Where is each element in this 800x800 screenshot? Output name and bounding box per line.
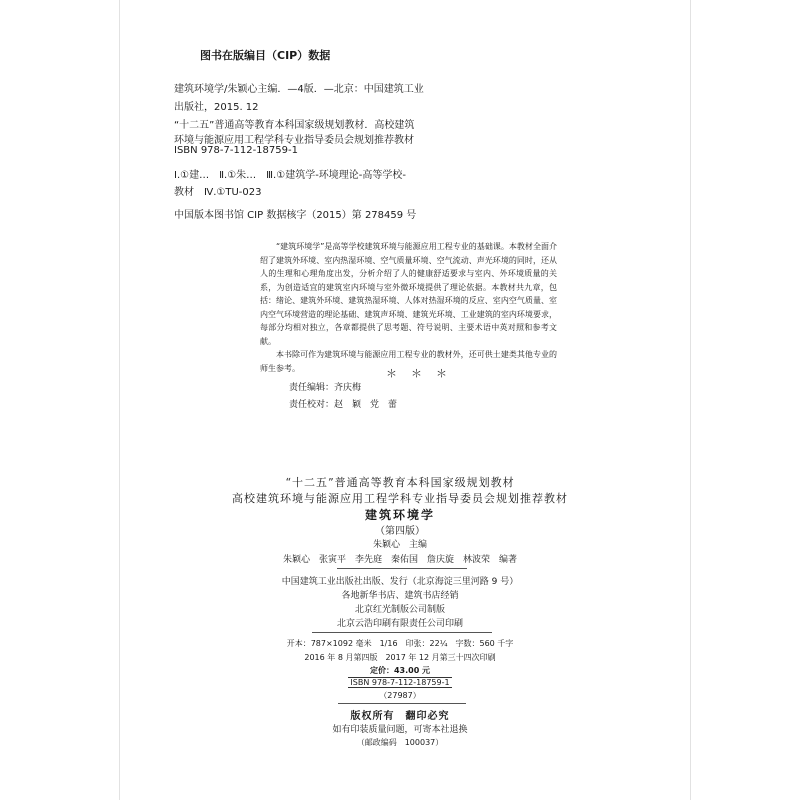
cip-heading: 图书在版编目（CIP）数据 [200, 49, 331, 62]
cip-classification-cont: 教材 Ⅳ.①TU-023 [174, 187, 262, 198]
postcode: （邮政编码 100037） [356, 738, 444, 747]
typesetter: 北京红光制版公司制版 [354, 605, 445, 615]
cip-line: “十二五”普通高等教育本科国家级规划教材．高校建筑 [174, 120, 415, 131]
cip-line: 建筑环境学/朱颖心主编．—4版．—北京：中国建筑工业 [174, 84, 424, 95]
series-title-2: 高校建筑环境与能源应用工程学科专业指导委员会规划推荐教材 [232, 492, 568, 505]
distributor: 各地新华书店、建筑书店经销 [341, 591, 459, 601]
divider-rule [338, 703, 466, 704]
copyright-notice: 版权所有 翻印必究 [350, 711, 450, 722]
summary-paragraph: “建筑环境学”是高等学校建筑环境与能源应用工程专业的基础课。本教材全面介绍了建筑外环境、室内热湿环境、空气质量环境、空气流动、声光环境的同时，还从人的生理和心理角度出发，分析介绍了人的健康舒适要求与室内、外环境质量的关系，为创造适宜的建筑室内环境与室外微环境提供了理论依据。本教材共九章，包括：绪论、建筑外环境、建筑热湿环境、人体对热湿环境的反应、室内空气质量、室内空气环境营造的理论基础、建筑声环境、建筑光环境、工业建筑的室内环境要求，每部分均相对独立，各章都提供了思考题、符号说明、主要术语中英对照和参考文献。 [260, 242, 557, 346]
cip-record-number: 中国版本图书馆 CIP 数据核字（2015）第 278459 号 [174, 210, 417, 221]
price: 定价：43.00 元 [369, 666, 431, 675]
cip-line: 出版社，2015. 12 [174, 102, 259, 113]
catalog-code: （27987） [379, 691, 421, 700]
printer: 北京云浩印刷有限责任公司印刷 [336, 619, 463, 629]
cip-classification: Ⅰ.①建… Ⅱ.①朱… Ⅲ.①建筑学-环境理论-高等学校- [174, 170, 407, 181]
print-history: 2016 年 8 月第四版 2017 年 12 月第三十四次印刷 [304, 653, 496, 662]
content-summary [260, 240, 557, 375]
proofreader: 责任校对：赵 颖 党 蕾 [289, 400, 398, 410]
cip-isbn: ISBN 978-7-112-18759-1 [174, 145, 298, 156]
publisher: 中国建筑工业出版社出版、发行（北京海淀三里河路 9 号） [281, 577, 519, 587]
return-notice: 如有印装质量问题，可寄本社退换 [332, 725, 468, 735]
chief-editor: 朱颖心 主编 [372, 540, 427, 550]
cip-line: 环境与能源应用工程学科专业指导委员会规划推荐教材 [174, 135, 414, 146]
isbn: ISBN 978-7-112-18759-1 [350, 678, 450, 687]
co-editors: 朱颖心 张寅平 李先庭 秦佑国 詹庆旋 林波荣 编著 [282, 555, 517, 565]
separator-stars: ＊＊＊ [386, 367, 461, 380]
book-title: 建筑环境学 [364, 508, 435, 522]
divider-rule [337, 568, 467, 569]
responsible-editor: 责任编辑：齐庆梅 [289, 383, 362, 393]
divider-rule [312, 632, 492, 633]
print-specs: 开本：787×1092 毫米 1/16 印张：22¼ 字数：560 千字 [286, 639, 514, 648]
summary-paragraph: 本书除可作为建筑环境与能源应用工程专业的教材外，还可供土建类其他专业的师生参考。 [260, 350, 557, 373]
series-title-1: “十二五”普通高等教育本科国家级规划教材 [285, 476, 515, 489]
edition: （第四版） [375, 526, 425, 537]
